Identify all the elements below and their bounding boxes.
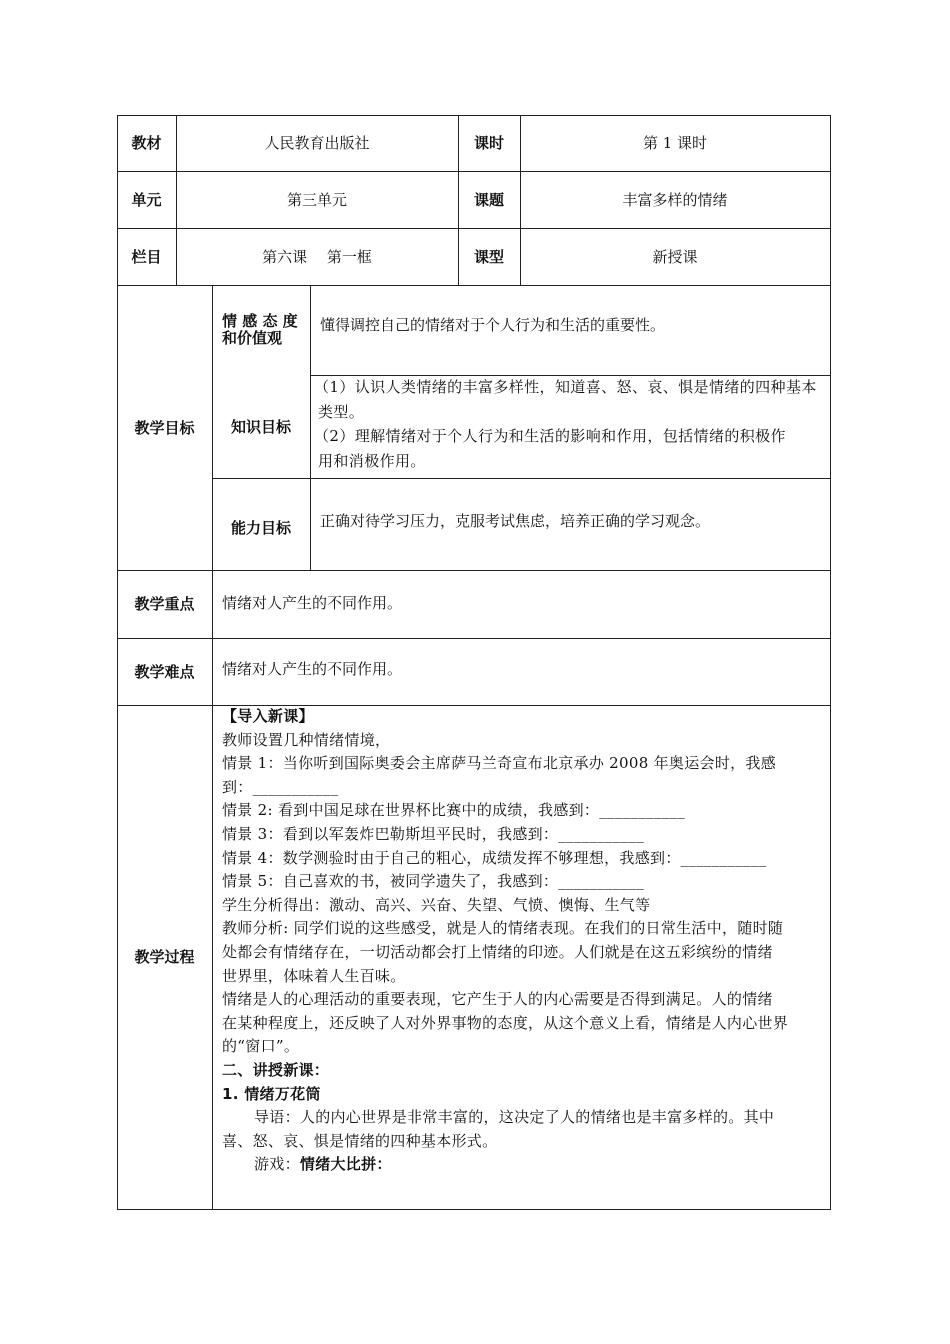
lesson-type-label: 课型 <box>473 247 504 266</box>
process-line: 学生分析得出：激动、高兴、兴奋、失望、气愤、懊悔、生气等 <box>222 895 651 914</box>
textbook-label: 教材 <box>131 134 162 152</box>
attitude-label-line2: 和价值观 <box>222 329 283 347</box>
topic-value: 丰富多样的情绪 <box>622 190 728 209</box>
process-line: 情景 4：数学测验时由于自己的粗心，成绩发挥不够理想，我感到：___________ <box>222 848 767 867</box>
ability-text: 正确对待学习压力，克服考试焦虑，培养正确的学习观念。 <box>320 512 711 530</box>
difficulty-label: 教学难点 <box>134 662 195 681</box>
section-label: 栏目 <box>131 247 162 266</box>
table-border-bottom <box>117 1209 831 1210</box>
process-line: 情绪是人的心理活动的重要表现，它产生于人的内心需要是否得到满足。人的情绪 <box>222 990 773 1009</box>
process-line: 在某种程度上，还反映了人对外界事物的态度，从这个意义上看，情绪是人内心世界 <box>222 1013 789 1032</box>
unit-value: 第三单元 <box>286 190 347 209</box>
process-line: 教师设置几种情绪情境， <box>222 730 391 749</box>
process-heading: 二、讲授新课： <box>222 1060 330 1079</box>
process-line: 【导入新课】 <box>222 707 314 725</box>
key-point-text: 情绪对人产生的不同作用。 <box>222 594 403 612</box>
game-prefix: 游戏： <box>254 1155 300 1174</box>
process-line <box>222 1153 830 1177</box>
key-point-label: 教学重点 <box>134 595 195 613</box>
knowledge-line: （1）认识人类情绪的丰富多样性，知道喜、怒、哀、惧是情绪的四种基本 <box>314 378 817 396</box>
ability-label: 能力目标 <box>230 519 291 537</box>
process-line: 导语：人的内心世界是非常丰富的，这决定了人的情绪也是丰富多样的。其中 <box>254 1108 775 1127</box>
unit-label: 单元 <box>131 190 162 209</box>
knowledge-line: 用和消极作用。 <box>318 451 426 470</box>
process-line: 教师分析: 同学们说的这些感受，就是人的情绪表现。在我们的日常生活中，随时随 <box>222 919 784 938</box>
knowledge-line: （2）理解情绪对于个人行为和生活的影响和作用，包括情绪的积极作 <box>314 427 786 445</box>
process-line: 到：___________ <box>222 777 339 796</box>
topic-label: 课题 <box>473 190 504 209</box>
knowledge-label: 知识目标 <box>230 417 291 436</box>
attitude-label <box>212 285 310 375</box>
knowledge-line: 类型。 <box>318 402 365 421</box>
process-content <box>212 705 830 1209</box>
process-line: 情景 1：当你听到国际奥委会主席萨马兰奇宣布北京承办 2008 年奥运会时，我感 <box>222 754 777 773</box>
difficulty-text: 情绪对人产生的不同作用。 <box>222 660 403 678</box>
section-value: 第六课 第一框 <box>262 247 372 266</box>
process-line: 情景 5：自己喜欢的书，被同学遗失了，我感到：___________ <box>222 872 645 891</box>
lesson-type-value: 新授课 <box>652 247 698 266</box>
attitude-text: 懂得调控自己的情绪对于个人行为和生活的重要性。 <box>320 316 666 334</box>
process-line: 情景 2: 看到中国足球在世界杯比赛中的成绩，我感到：___________ <box>222 801 686 820</box>
attitude-label-line1: 情 感 态 度 <box>222 312 298 330</box>
knowledge-text <box>310 375 830 478</box>
period-label: 课时 <box>473 134 504 152</box>
objectives-label: 教学目标 <box>134 418 195 437</box>
period-value: 第 1 课时 <box>642 134 708 152</box>
process-line: 处都会有情绪存在，一切活动都会打上情绪的印迹。人们就是在这五彩缤纷的情绪 <box>222 942 773 961</box>
process-line: 喜、怒、哀、惧是情绪的四种基本形式。 <box>222 1131 498 1150</box>
process-line: 世界里，体味着人生百味。 <box>222 966 406 985</box>
table-border-right <box>830 115 831 1210</box>
process-line: 情景 3：看到以军轰炸巴勒斯坦平民时，我感到：___________ <box>222 824 645 843</box>
process-label: 教学过程 <box>134 948 195 966</box>
textbook-value: 人民教育出版社 <box>264 134 370 152</box>
process-heading: 1. 情绪万花筒 <box>222 1084 321 1103</box>
process-line: 的“窗口”。 <box>222 1037 300 1056</box>
game-title: 情绪大比拼： <box>299 1155 392 1174</box>
